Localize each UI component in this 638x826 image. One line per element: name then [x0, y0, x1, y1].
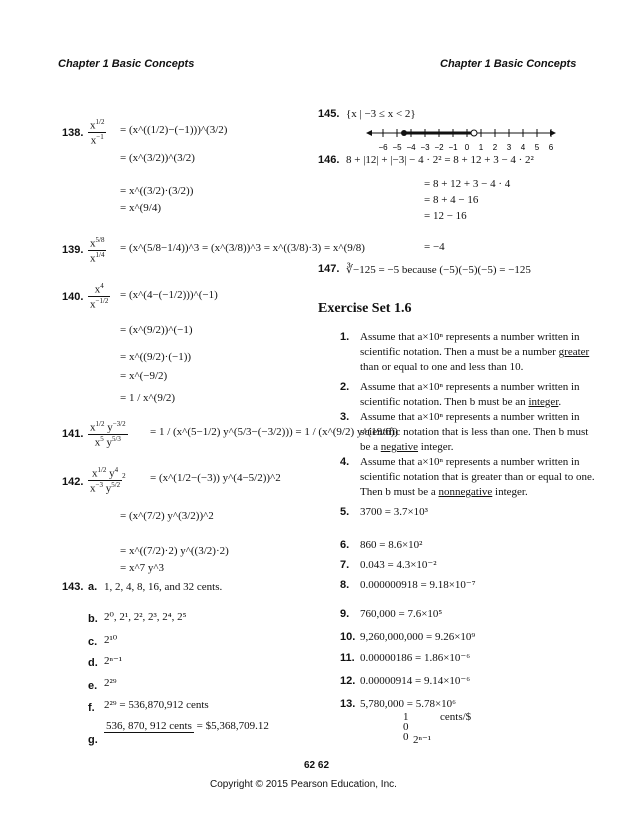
item-text: 0.043 = 4.3×10⁻² — [360, 559, 437, 571]
fraction-140: $\frac{x^4}{x^{-1/2}}$ — [90, 282, 109, 311]
step: = 8 + 12 + 3 − 4 · 4 — [424, 178, 511, 190]
item-text: Assume that a×10ⁿ represents a number written in scientific notation. Then b must be an — [360, 381, 580, 408]
item-text: 0.000000918 = 9.18×10⁻⁷ — [360, 579, 476, 591]
part-label: d. — [88, 657, 98, 669]
step: = x^((9/2)·(−1)) — [120, 351, 192, 363]
answer-item — [340, 538, 600, 553]
tick-label: −1 — [448, 143, 458, 152]
part-answer: 1, 2, 4, 8, 16, and 32 cents. — [104, 581, 223, 593]
item-text: 3700 = 3.7×10³ — [360, 506, 428, 518]
item-text: integer. — [418, 441, 454, 453]
problem-number: 138. — [62, 127, 84, 139]
fragment: 2ⁿ⁻¹ — [413, 734, 432, 746]
tick-label: −2 — [434, 143, 444, 152]
item-text: 0.00000914 = 9.14×10⁻⁶ — [360, 675, 471, 687]
tick-label: 2 — [492, 143, 498, 152]
problem-number: 143. — [62, 581, 84, 593]
step: = (x^(4−(−1/2)))^(−1) — [120, 289, 218, 301]
tick-label: 1 — [478, 143, 484, 152]
item-text: 5,780,000 = 5.78×10⁶ — [360, 698, 456, 710]
item-text: Assume that a×10ⁿ represents a number written in scientific notation that is less than one. Then b must be a — [360, 411, 589, 453]
problem-number: 145. — [318, 108, 340, 120]
exercise-item — [340, 410, 600, 455]
tick-label: −6 — [378, 143, 388, 152]
header-right: Chapter 1 Basic Concepts — [440, 58, 577, 70]
part-label: f. — [88, 702, 95, 714]
tick-label: 5 — [534, 143, 540, 152]
item-underlined: nonnegative — [438, 486, 493, 498]
fraction-138: $\frac{x^{1/2}}{x^{-1}}$ — [90, 118, 105, 147]
step: = x^((3/2)·(3/2)) — [120, 185, 194, 197]
item-number: 2. — [340, 381, 350, 393]
part-label: e. — [88, 680, 98, 692]
item-number: 8. — [340, 579, 350, 591]
copyright: Copyright © 2015 Pearson Education, Inc. — [210, 779, 397, 790]
step: = 1 / (x^(5−1/2) y^(5/3−(−3/2))) = 1 / (x^(9/2) y^(19/6)) — [150, 426, 399, 438]
fraction-142: $\frac{x^{1/2} y^4}{x^{-3} y^{5/2}}$ $^2$ — [90, 466, 126, 495]
answer-item — [340, 607, 600, 622]
step: = (x^((1/2)−(−1)))^(3/2) — [120, 124, 228, 136]
item-underlined: negative — [380, 441, 419, 453]
answer-item — [340, 578, 600, 593]
item-text: . — [558, 396, 562, 408]
item-number: 12. — [340, 675, 356, 687]
answer-item — [340, 558, 600, 573]
item-text: Assume that a×10ⁿ represents a number written in scientific notation that is greater than or equal to one. Then b must be a — [360, 456, 595, 498]
fragment: 0 — [403, 731, 409, 743]
tick-label: 3 — [506, 143, 512, 152]
part-label: g. — [88, 734, 98, 746]
cube-root-answer: ∛−125 = −5 because (−5)(−5)(−5) = −125 — [346, 264, 531, 276]
answer-item — [340, 697, 600, 712]
item-number: 3. — [340, 411, 350, 423]
problem-number: 142. — [62, 476, 84, 488]
tick-label: −3 — [420, 143, 430, 152]
number-line — [366, 123, 556, 157]
fragment: 0 — [403, 721, 409, 733]
part-label: c. — [88, 636, 98, 648]
g-result: = $5,368,709.12 — [196, 720, 269, 732]
step: = (x^(7/2) y^(3/2))^2 — [120, 510, 214, 522]
step: = (x^(5/8−1/4))^3 = (x^(3/8))^3 = x^((3/8)·3) = x^(9/8) — [120, 242, 365, 254]
answer-item — [340, 674, 600, 689]
step: = (x^(3/2))^(3/2) — [120, 152, 195, 164]
problem-number: 141. — [62, 428, 84, 440]
step: = 8 + 4 − 16 — [424, 194, 479, 206]
step: = x^7 y^3 — [120, 562, 165, 574]
exercise-item — [340, 330, 600, 375]
item-number: 4. — [340, 456, 350, 468]
item-number: 5. — [340, 506, 350, 518]
part-answer-g — [104, 720, 269, 745]
item-text: than or equal to one and less than 10. — [360, 361, 524, 373]
item-underlined: integer — [528, 396, 559, 408]
step: 8 + |12| + |−3| − 4 · 2² = 8 + 12 + 3 − 4 · 2² — [346, 154, 534, 166]
item-text: Assume that a×10ⁿ represents a number written in scientific notation. Then a must be a number — [360, 331, 580, 358]
item-number: 13. — [340, 698, 356, 710]
item-number: 6. — [340, 539, 350, 551]
part-answer: 2²⁹ = 536,870,912 cents — [104, 699, 209, 711]
step: = −4 — [424, 241, 445, 253]
step: = (x^(9/2))^(−1) — [120, 324, 193, 336]
item-number: 7. — [340, 559, 350, 571]
answer-item — [340, 651, 600, 666]
exercise-item — [340, 380, 600, 410]
step: = 1 / x^(9/2) — [120, 392, 176, 404]
problem-number: 139. — [62, 244, 84, 256]
fraction-141: $\frac{x^{1/2} y^{-3/2}}{x^5 y^{5/3}}$ — [90, 420, 126, 449]
answer-item — [340, 630, 600, 645]
tick-label: 4 — [520, 143, 526, 152]
step: = (x^(1/2−(−3)) y^(4−5/2))^2 — [150, 472, 281, 484]
item-text: 0.00000186 = 1.86×10⁻⁶ — [360, 652, 471, 664]
tick-label: 0 — [464, 143, 470, 152]
item-number: 1. — [340, 331, 350, 343]
problem-number: 146. — [318, 154, 340, 166]
item-number: 9. — [340, 608, 350, 620]
item-underlined: greater — [558, 346, 590, 358]
step: = x^(9/4) — [120, 202, 161, 214]
tick-label: −4 — [406, 143, 416, 152]
exercise-title: Exercise Set 1.6 — [318, 301, 412, 316]
fraction-139: $\frac{x^{5/8}}{x^{1/4}}$ — [90, 236, 105, 265]
item-text: integer. — [492, 486, 528, 498]
part-label: a. — [88, 581, 98, 593]
set-notation: {x | −3 ≤ x < 2} — [346, 108, 416, 120]
fragment: cents/$ — [440, 711, 472, 723]
fragment: 1 — [403, 711, 409, 723]
step: = 12 − 16 — [424, 210, 467, 222]
problem-number: 147. — [318, 263, 340, 275]
item-text: 860 = 8.6×10² — [360, 539, 423, 551]
item-number: 11. — [340, 652, 355, 664]
part-answer: 2⁰, 2¹, 2², 2³, 2⁴, 2⁵ — [104, 611, 187, 623]
tick-label: 6 — [548, 143, 554, 152]
exercise-item — [340, 455, 600, 500]
part-answer: 2ⁿ⁻¹ — [104, 655, 123, 667]
step: = x^((7/2)·2) y^((3/2)·2) — [120, 545, 229, 557]
item-text: 760,000 = 7.6×10⁵ — [360, 608, 443, 620]
item-number: 10. — [340, 631, 356, 643]
part-label: b. — [88, 613, 98, 625]
tick-label: −5 — [392, 143, 402, 152]
part-answer: 2¹⁰ — [104, 634, 118, 646]
g-numerator: 536, 870, 912 cents — [106, 720, 192, 732]
problem-number: 140. — [62, 291, 84, 303]
step: = x^(−9/2) — [120, 370, 168, 382]
page-number: 62 62 — [304, 760, 330, 771]
answer-item — [340, 505, 600, 520]
item-text: 9,260,000,000 = 9.26×10⁹ — [360, 631, 476, 643]
part-answer: 2²⁹ — [104, 677, 117, 689]
header-left: Chapter 1 Basic Concepts — [58, 58, 195, 70]
